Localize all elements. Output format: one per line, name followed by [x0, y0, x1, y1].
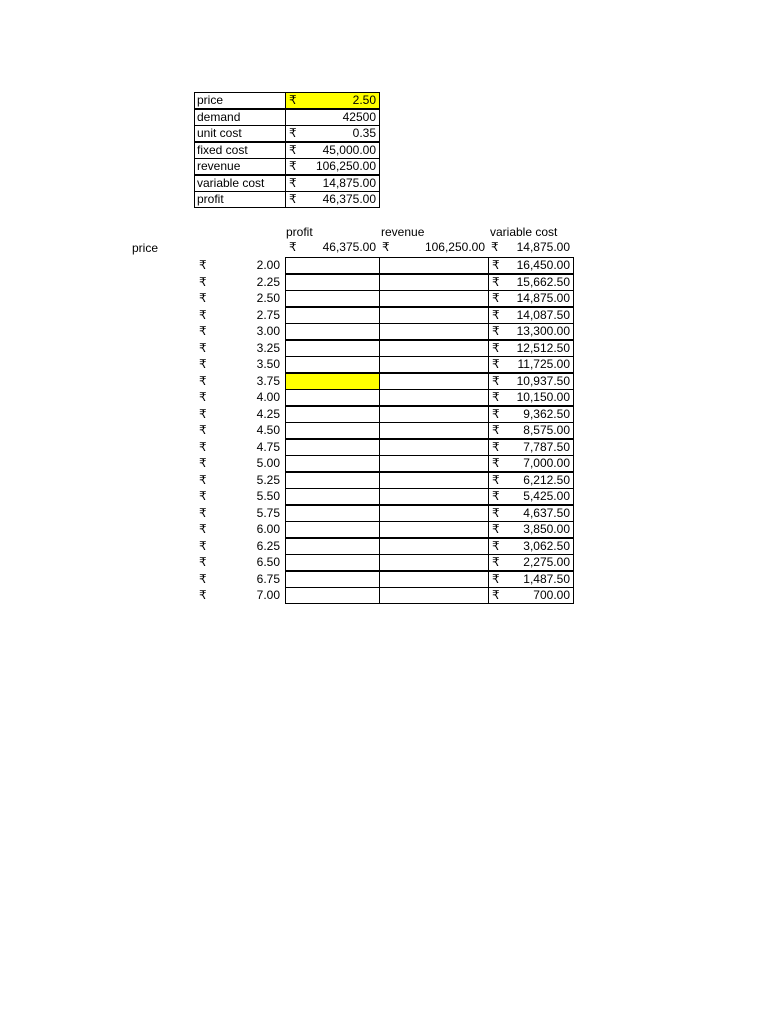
variable-cost-column-header: variable cost	[490, 225, 558, 239]
currency-symbol: ₹	[199, 489, 207, 503]
revenue-cell[interactable]	[379, 356, 489, 373]
revenue-cell[interactable]	[379, 340, 489, 357]
currency-symbol: ₹	[199, 357, 207, 371]
variable-cost-value: 2,275.00	[523, 555, 570, 569]
currency-symbol: ₹	[382, 240, 390, 254]
variable-cost-cell[interactable]	[488, 472, 574, 489]
price-value: 2.25	[256, 274, 280, 289]
revenue-cell[interactable]	[379, 571, 489, 588]
revenue-cell[interactable]	[379, 488, 489, 505]
variable-cost-cell[interactable]	[488, 587, 574, 604]
variable-cost-cell[interactable]	[488, 439, 574, 456]
variable-cost-value: 14,875.00	[516, 291, 570, 305]
summary-label: variable cost	[197, 175, 265, 190]
summary-value: 42500	[342, 109, 376, 124]
revenue-cell[interactable]	[379, 406, 489, 423]
summary-value-cell[interactable]	[285, 125, 380, 142]
price-row-label: price	[132, 241, 159, 255]
profit-cell[interactable]	[285, 389, 380, 406]
price-value: 4.25	[256, 406, 280, 421]
summary-label: revenue	[197, 159, 241, 173]
currency-symbol: ₹	[492, 555, 500, 569]
variable-cost-total-cell[interactable]	[488, 240, 573, 257]
summary-value-cell[interactable]	[285, 175, 380, 192]
currency-symbol: ₹	[492, 390, 500, 404]
summary-value-cell[interactable]	[285, 142, 380, 159]
revenue-cell[interactable]	[379, 257, 489, 274]
summary-label-cell[interactable]	[194, 109, 286, 126]
summary-label-cell[interactable]	[194, 92, 286, 109]
profit-cell[interactable]	[285, 587, 380, 604]
summary-value: 2.50	[352, 93, 376, 107]
variable-cost-cell[interactable]	[488, 488, 574, 505]
currency-symbol: ₹	[199, 373, 207, 388]
currency-symbol: ₹	[289, 93, 297, 107]
variable-cost-value: 15,662.50	[516, 274, 570, 289]
profit-cell[interactable]	[285, 356, 380, 373]
profit-column-header: profit	[286, 225, 313, 239]
price-value: 5.50	[256, 489, 280, 503]
currency-symbol: ₹	[491, 240, 499, 254]
price-value: 5.00	[256, 456, 280, 470]
currency-symbol: ₹	[492, 423, 500, 437]
revenue-cell[interactable]	[379, 439, 489, 456]
revenue-total-value: 106,250.00	[424, 240, 485, 254]
currency-symbol: ₹	[492, 357, 500, 371]
currency-symbol: ₹	[492, 291, 500, 305]
price-value: 4.00	[256, 390, 280, 404]
summary-label: price	[197, 93, 224, 107]
variable-cost-cell[interactable]	[488, 274, 574, 291]
variable-cost-value: 4,637.50	[523, 505, 570, 520]
currency-symbol: ₹	[492, 571, 500, 586]
currency-symbol: ₹	[289, 192, 297, 206]
revenue-cell[interactable]	[379, 389, 489, 406]
revenue-cell[interactable]	[379, 538, 489, 555]
revenue-total-cell[interactable]	[379, 240, 488, 257]
variable-cost-cell[interactable]	[488, 323, 574, 340]
variable-cost-value: 12,512.50	[516, 340, 570, 355]
variable-cost-value: 6,212.50	[523, 472, 570, 487]
profit-cell[interactable]	[285, 571, 380, 588]
variable-cost-cell[interactable]	[488, 340, 574, 357]
profit-cell[interactable]	[285, 488, 380, 505]
variable-cost-value: 13,300.00	[516, 324, 570, 338]
currency-symbol: ₹	[492, 538, 500, 553]
variable-cost-value: 10,937.50	[516, 373, 570, 388]
variable-cost-cell[interactable]	[488, 455, 574, 472]
summary-label-cell[interactable]	[194, 158, 286, 175]
currency-symbol: ₹	[492, 522, 500, 536]
summary-label-cell[interactable]	[194, 191, 286, 208]
variable-cost-value: 7,000.00	[523, 456, 570, 470]
currency-symbol: ₹	[289, 142, 297, 157]
summary-value-cell[interactable]	[285, 158, 380, 175]
currency-symbol: ₹	[199, 472, 207, 487]
variable-cost-cell[interactable]	[488, 257, 574, 274]
currency-symbol: ₹	[199, 439, 207, 454]
revenue-cell[interactable]	[379, 373, 489, 390]
variable-cost-cell[interactable]	[488, 290, 574, 307]
currency-symbol: ₹	[492, 258, 500, 272]
variable-cost-value: 1,487.50	[523, 571, 570, 586]
currency-symbol: ₹	[492, 472, 500, 487]
currency-symbol: ₹	[492, 307, 500, 322]
summary-value: 106,250.00	[315, 159, 376, 173]
currency-symbol: ₹	[199, 258, 207, 272]
currency-symbol: ₹	[199, 522, 207, 536]
variable-cost-total-value: 14,875.00	[516, 240, 570, 254]
price-value: 6.50	[256, 555, 280, 569]
variable-cost-value: 10,150.00	[516, 390, 570, 404]
profit-cell[interactable]	[285, 373, 380, 390]
price-value: 3.50	[256, 357, 280, 371]
variable-cost-value: 5,425.00	[523, 489, 570, 503]
profit-cell[interactable]	[285, 521, 380, 538]
currency-symbol: ₹	[492, 373, 500, 388]
profit-cell[interactable]	[285, 340, 380, 357]
summary-label: demand	[197, 109, 241, 124]
currency-symbol: ₹	[492, 274, 500, 289]
revenue-cell[interactable]	[379, 307, 489, 324]
variable-cost-value: 14,087.50	[516, 307, 570, 322]
revenue-cell[interactable]	[379, 455, 489, 472]
revenue-cell[interactable]	[379, 274, 489, 291]
profit-cell[interactable]	[285, 472, 380, 489]
profit-cell[interactable]	[285, 307, 380, 324]
profit-cell[interactable]	[285, 455, 380, 472]
summary-value: 14,875.00	[322, 175, 376, 190]
currency-symbol: ₹	[199, 324, 207, 338]
currency-symbol: ₹	[492, 489, 500, 503]
currency-symbol: ₹	[492, 406, 500, 421]
currency-symbol: ₹	[289, 126, 297, 140]
variable-cost-cell[interactable]	[488, 422, 574, 439]
summary-label: fixed cost	[197, 142, 248, 157]
variable-cost-cell[interactable]	[488, 571, 574, 588]
variable-cost-value: 8,575.00	[523, 423, 570, 437]
summary-value-cell[interactable]	[285, 92, 380, 109]
price-value: 2.75	[256, 307, 280, 322]
price-value: 4.50	[256, 423, 280, 437]
summary-value: 0.35	[352, 126, 376, 140]
currency-symbol: ₹	[492, 456, 500, 470]
currency-symbol: ₹	[199, 555, 207, 569]
currency-symbol: ₹	[199, 571, 207, 586]
variable-cost-cell[interactable]	[488, 554, 574, 571]
revenue-cell[interactable]	[379, 422, 489, 439]
profit-cell[interactable]	[285, 274, 380, 291]
price-value: 3.25	[256, 340, 280, 355]
revenue-cell[interactable]	[379, 587, 489, 604]
currency-symbol: ₹	[199, 274, 207, 289]
profit-cell[interactable]	[285, 290, 380, 307]
variable-cost-cell[interactable]	[488, 538, 574, 555]
currency-symbol: ₹	[492, 505, 500, 520]
variable-cost-cell[interactable]	[488, 356, 574, 373]
summary-label-cell[interactable]	[194, 175, 286, 192]
summary-value: 45,000.00	[322, 142, 376, 157]
summary-value: 46,375.00	[322, 192, 376, 206]
revenue-column-header: revenue	[381, 225, 425, 239]
summary-value-cell[interactable]	[285, 191, 380, 208]
variable-cost-cell[interactable]	[488, 521, 574, 538]
revenue-cell[interactable]	[379, 521, 489, 538]
price-value: 5.25	[256, 472, 280, 487]
currency-symbol: ₹	[199, 340, 207, 355]
revenue-cell[interactable]	[379, 554, 489, 571]
currency-symbol: ₹	[289, 159, 297, 173]
price-value: 3.75	[256, 373, 280, 388]
variable-cost-value: 3,850.00	[523, 522, 570, 536]
variable-cost-value: 700.00	[533, 588, 570, 602]
variable-cost-value: 7,787.50	[523, 439, 570, 454]
currency-symbol: ₹	[289, 240, 297, 254]
price-value: 5.75	[256, 505, 280, 520]
currency-symbol: ₹	[492, 588, 500, 602]
summary-label-cell[interactable]	[194, 125, 286, 142]
variable-cost-cell[interactable]	[488, 389, 574, 406]
currency-symbol: ₹	[492, 439, 500, 454]
price-value: 4.75	[256, 439, 280, 454]
currency-symbol: ₹	[199, 588, 207, 602]
price-value: 6.75	[256, 571, 280, 586]
profit-cell[interactable]	[285, 554, 380, 571]
revenue-cell[interactable]	[379, 290, 489, 307]
price-value: 3.00	[256, 324, 280, 338]
variable-cost-value: 16,450.00	[516, 258, 570, 272]
currency-symbol: ₹	[199, 456, 207, 470]
variable-cost-cell[interactable]	[488, 406, 574, 423]
variable-cost-cell[interactable]	[488, 505, 574, 522]
currency-symbol: ₹	[199, 291, 207, 305]
currency-symbol: ₹	[199, 423, 207, 437]
currency-symbol: ₹	[199, 538, 207, 553]
currency-symbol: ₹	[492, 340, 500, 355]
profit-cell[interactable]	[285, 257, 380, 274]
price-value: 2.50	[256, 291, 280, 305]
currency-symbol: ₹	[492, 324, 500, 338]
currency-symbol: ₹	[289, 175, 297, 190]
profit-total-cell[interactable]	[286, 240, 379, 257]
profit-cell[interactable]	[285, 406, 380, 423]
price-value: 6.25	[256, 538, 280, 553]
summary-label: unit cost	[197, 126, 242, 140]
profit-cell[interactable]	[285, 538, 380, 555]
currency-symbol: ₹	[199, 505, 207, 520]
revenue-cell[interactable]	[379, 323, 489, 340]
variable-cost-value: 3,062.50	[523, 538, 570, 553]
price-value: 2.00	[256, 258, 280, 272]
summary-label-cell[interactable]	[194, 142, 286, 159]
currency-symbol: ₹	[199, 390, 207, 404]
summary-value-cell[interactable]	[285, 109, 380, 126]
variable-cost-value: 11,725.00	[517, 357, 570, 371]
price-value: 6.00	[256, 522, 280, 536]
profit-cell[interactable]	[285, 505, 380, 522]
profit-total-value: 46,375.00	[322, 240, 376, 254]
profit-cell[interactable]	[285, 439, 380, 456]
profit-cell[interactable]	[285, 323, 380, 340]
currency-symbol: ₹	[199, 406, 207, 421]
price-value: 7.00	[256, 588, 280, 602]
currency-symbol: ₹	[199, 307, 207, 322]
summary-label: profit	[197, 192, 224, 206]
revenue-cell[interactable]	[379, 505, 489, 522]
variable-cost-value: 9,362.50	[523, 406, 570, 421]
variable-cost-cell[interactable]	[488, 373, 574, 390]
variable-cost-cell[interactable]	[488, 307, 574, 324]
revenue-cell[interactable]	[379, 472, 489, 489]
profit-cell[interactable]	[285, 422, 380, 439]
